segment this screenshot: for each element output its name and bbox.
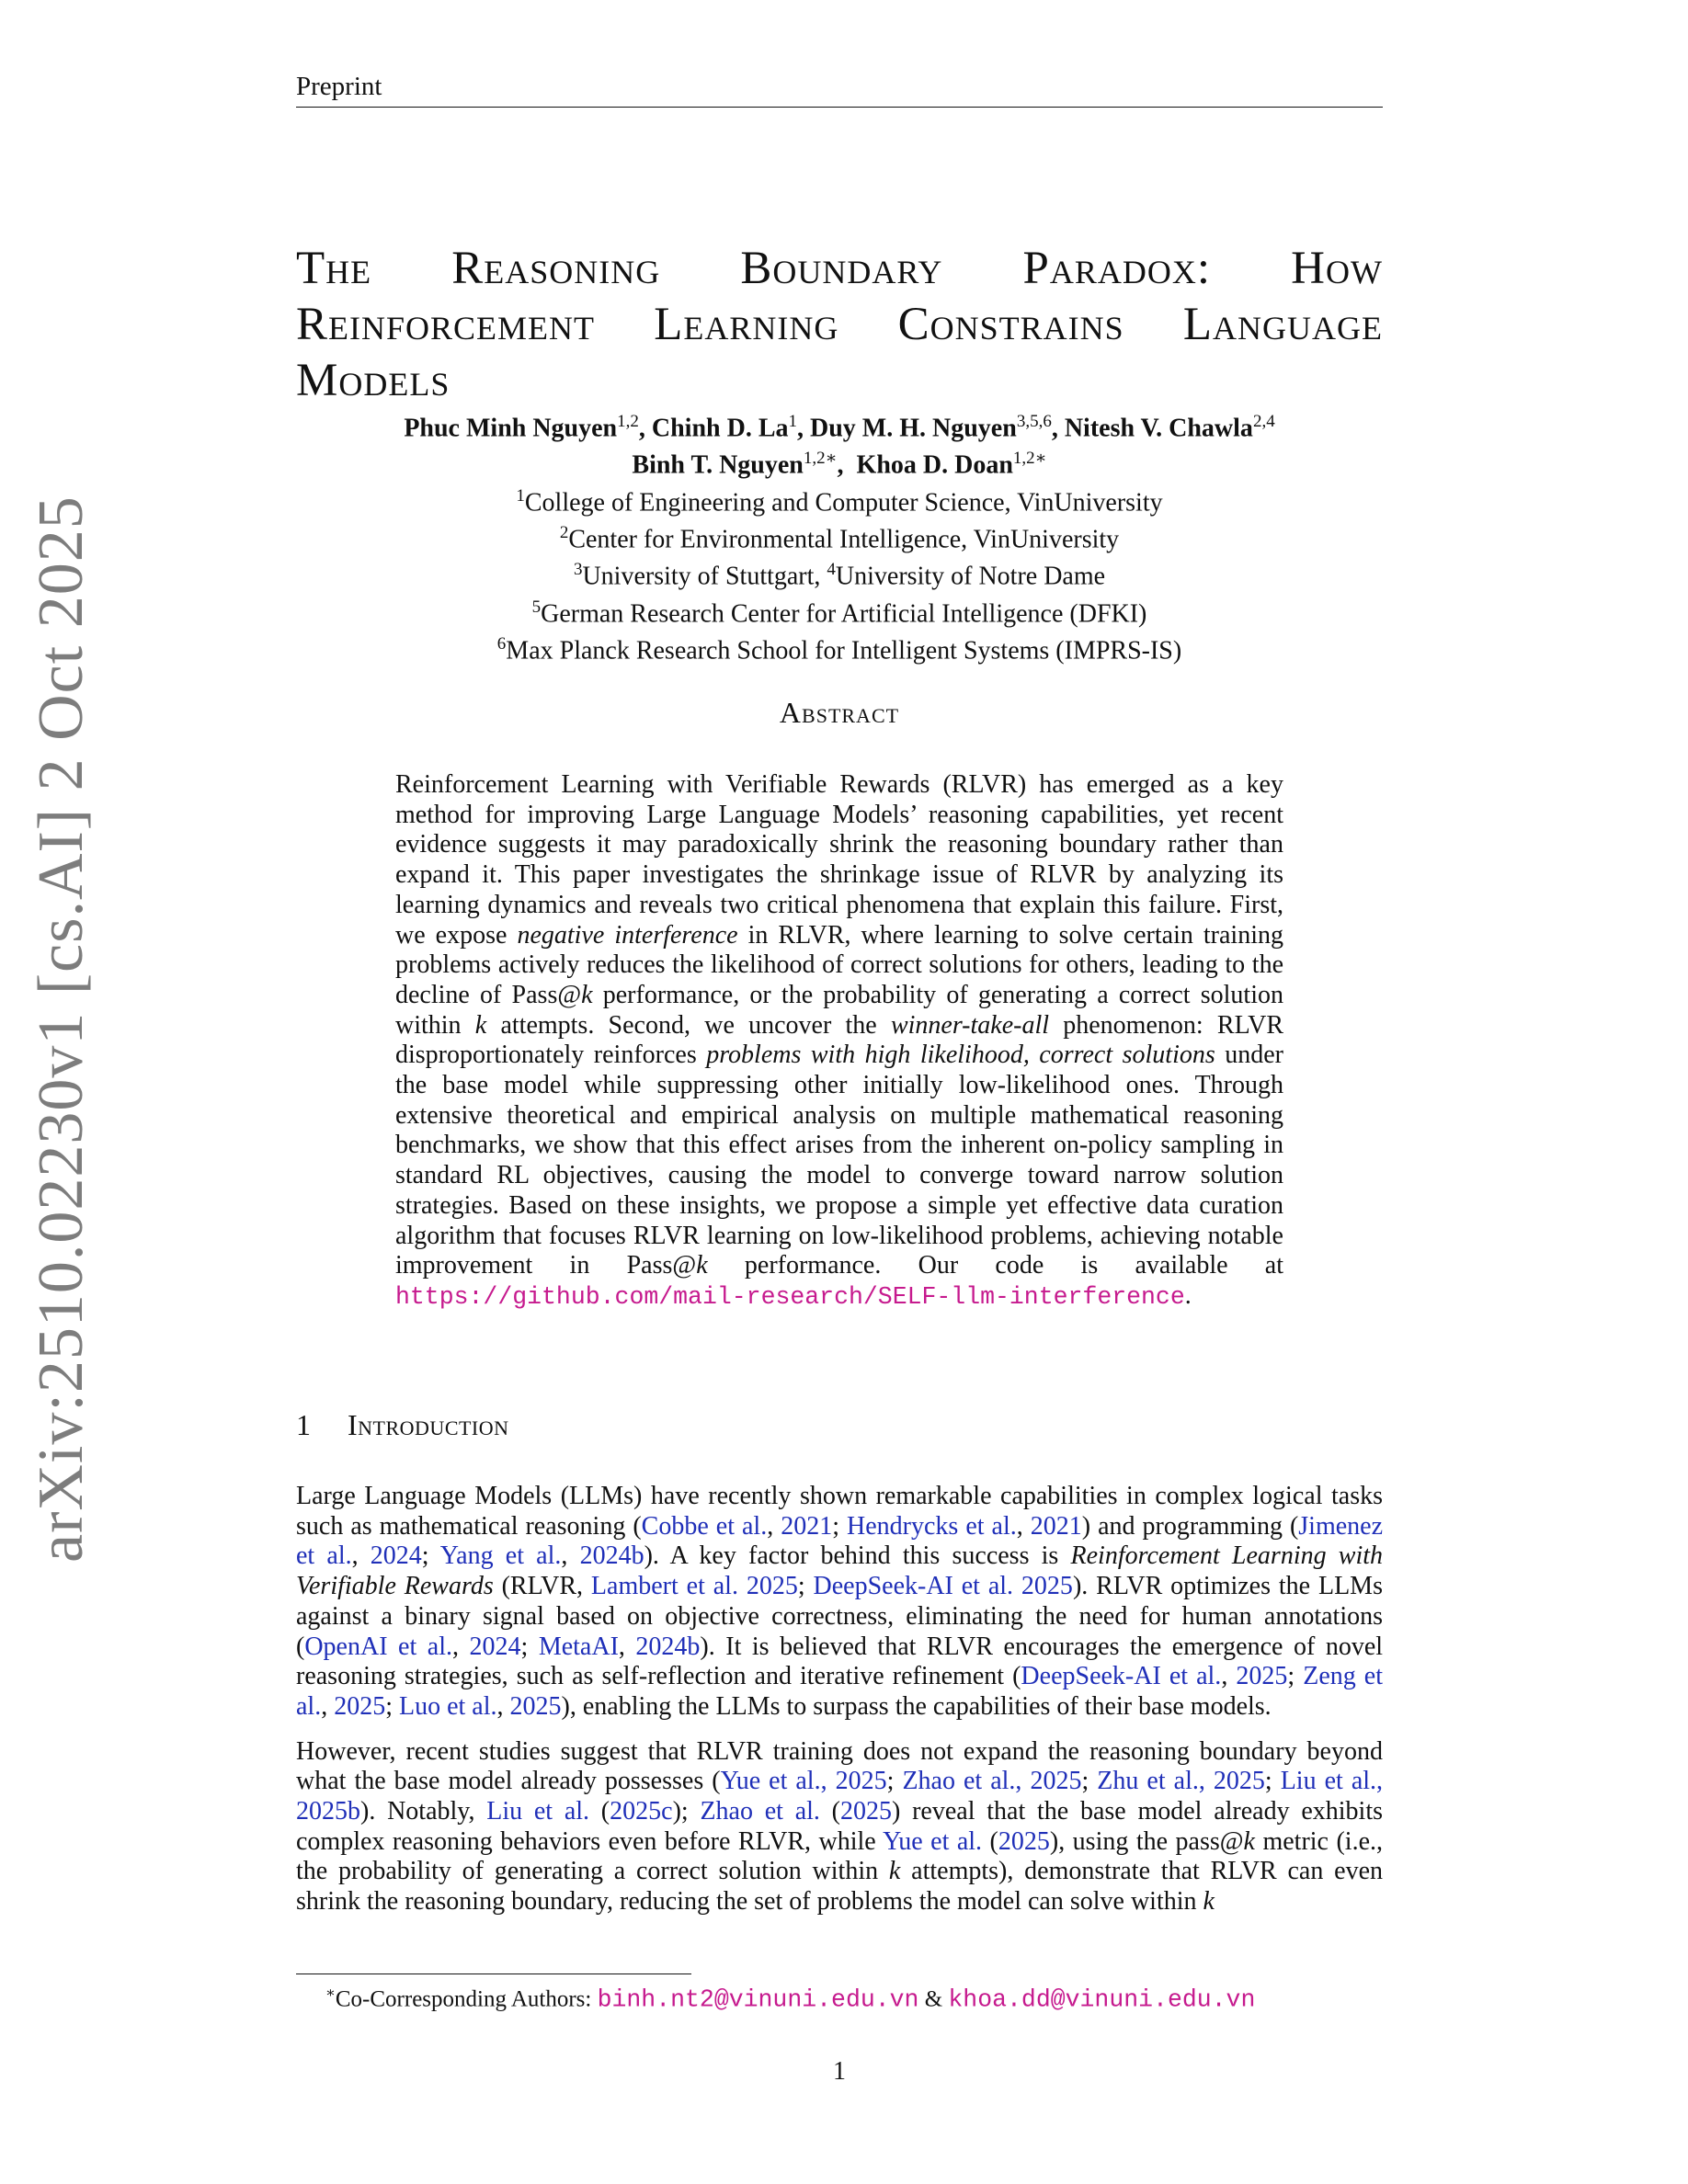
citation-link[interactable]: Zhu et al., 2025 (1097, 1767, 1265, 1796)
author-name: Nitesh V. Chawla (1064, 414, 1253, 443)
affiliation-line: $^3$University of Stuttgart, $^4$University of Notre Dame (573, 560, 1106, 591)
citation-link[interactable]: 2025c (610, 1797, 673, 1826)
code-repository-link[interactable]: https://github.com/mail-research/SELF-llm-interference (395, 1282, 1185, 1311)
citation-link[interactable]: Zhao et al., 2025 (902, 1767, 1082, 1796)
citation-link[interactable]: 2021 (1030, 1511, 1082, 1541)
citation-link[interactable]: DeepSeek-AI et al. (1021, 1662, 1222, 1691)
email-link[interactable]: binh.nt2@vinuni.edu.vn (597, 1985, 919, 2014)
author-affiliation-mark: 1,2∗ (803, 449, 838, 469)
author-name: Phuc Minh Nguyen (404, 414, 618, 443)
emphasis: negative interference (517, 920, 738, 950)
citation-link[interactable]: Hendrycks et al. (847, 1511, 1017, 1541)
citation-link[interactable]: 2021 (781, 1511, 833, 1541)
citation-link[interactable]: Yue et al., 2025 (720, 1767, 887, 1796)
section-heading-introduction (296, 1408, 1383, 1442)
math-k: k (474, 1010, 487, 1040)
citation-link[interactable]: Lambert et al. 2025 (590, 1572, 798, 1601)
math-k: k (888, 1857, 901, 1886)
citation-link[interactable]: 2025 (334, 1691, 386, 1721)
math-k: k (1243, 1826, 1255, 1856)
author-affiliation-mark: 3,5,6 (1016, 412, 1052, 431)
abstract-body: Reinforcement Learning with Verifiable Rewards (RLVR) has emerged as a key method for improving Large Language Models’ reasoning capabilities, yet recent evidence suggests it may paradoxically shrink the reasoning boundary rather than expand it. This paper investigates the shrinkage issue of RLVR by analyzing its learning dynamics and reveals two critical phenomena that explain this failure. First, we expose negative interference in RLVR, where learning to solve certain training problems actively reduces the likelihood of correct solutions for others, leading to the decline of Pass@k performance, or the probability of generating a correct solution within k attempts. Second, we uncover the winner-take-all phenomenon: RLVR disproportionately reinforces problems with high likelihood, correct solutions under the base model while suppressing other initially low-likelihood ones. Through extensive theoretical and empirical analysis on multiple mathematical reasoning benchmarks, we show that this effect arises from the inherent on-policy sampling in standard RL objectives, causing the model to converge toward narrow solution strategies. Based on these insights, we propose a simple yet effective data curation algorithm that focuses RLVR learning on low-likelihood problems, achieving notable improvement in Pass@k performance. Our code is available at https://github.com/mail-research/SELF-llm-interference. (395, 770, 1284, 1311)
section-title: Introduction (348, 1408, 509, 1441)
citation-link[interactable]: 2025 (840, 1797, 893, 1826)
citation-link[interactable]: Luo et al. (399, 1691, 497, 1721)
paper-title: The Reasoning Boundary Paradox: How Reinforcement Learning Constrains Language Models (296, 243, 1383, 407)
running-header: Preprint (296, 70, 1383, 108)
author-name: Duy M. H. Nguyen (810, 414, 1017, 443)
citation-link[interactable]: 2024b (579, 1541, 644, 1571)
citation-link[interactable]: MetaAI (538, 1632, 619, 1661)
citation-link[interactable]: Zeng et al. (296, 1662, 1384, 1721)
author-name: Khoa D. Doan (856, 450, 1013, 480)
emphasis: winner-take-all (890, 1010, 1050, 1040)
author-name: Binh T. Nguyen (632, 450, 804, 480)
citation-link[interactable]: Cobbe et al. (641, 1511, 768, 1541)
citation-link[interactable]: Jimenez et al. (296, 1511, 1384, 1571)
citation-link[interactable]: Yang et al. (439, 1541, 562, 1571)
author-affiliation-mark: 1 (788, 412, 798, 431)
citation-link[interactable]: 2024 (469, 1632, 521, 1661)
author-affiliation-mark: 1,2 (617, 412, 639, 431)
footnote-mark: ∗ (325, 1985, 336, 2001)
arxiv-identifier[interactable]: arXiv:2510.02230v1 [cs.AI] 2 Oct 2025 (26, 495, 97, 1563)
citation-link[interactable]: 2025 (1236, 1662, 1288, 1691)
page-number: 1 (833, 2057, 846, 2086)
citation-link[interactable]: DeepSeek-AI et al. 2025 (813, 1572, 1073, 1601)
emphasis: problems with high likelihood, correct solutions (706, 1041, 1215, 1070)
math-k: k (696, 1251, 708, 1280)
affiliation-line: $^1$College of Engineering and Computer Science, VinUniversity (516, 485, 1163, 517)
math-k: k (1203, 1887, 1215, 1917)
citation-link[interactable]: OpenAI et al. (304, 1632, 452, 1661)
author-name: Chinh D. La (651, 414, 789, 443)
author-block (296, 406, 1383, 665)
affiliation-line: $^2$Center for Environmental Intelligence, VinUniversity (559, 522, 1120, 554)
abstract-heading: Abstract (779, 696, 900, 729)
citation-link[interactable]: 2024b (635, 1632, 701, 1661)
math-k: k (581, 980, 593, 1009)
paragraph: However, recent studies suggest that RLVR training does not expand the reasoning boundary beyond what the base model already possesses (Yue et al., 2025; Zhao et al., 2025; Zhu et al., 2025; Liu et al., 2025b). Notably, Liu et al. (2025c); Zhao et al. (2025) reveal that the base model already exhibits complex reasoning behaviors even before RLVR, while Yue et al. (2025), using the pass@k metric (i.e., the probability of generating a correct solution within k attempts), demonstrate that RLVR can even shrink the reasoning boundary, reducing the set of problems the model can solve within k (296, 1736, 1384, 1917)
citation-link[interactable]: Liu et al., 2025b (296, 1767, 1384, 1826)
section-number: 1 (296, 1408, 312, 1441)
citation-link[interactable]: Yue et al. (883, 1826, 983, 1856)
footnote-corresponding-authors: ∗Co-Corresponding Authors: binh.nt2@vinuni.edu.vn & khoa.dd@vinuni.edu.vn (325, 1985, 1256, 2014)
paragraph: Large Language Models (LLMs) have recently shown remarkable capabilities in complex logical tasks such as mathematical reasoning (Cobbe et al., 2021; Hendrycks et al., 2021) and programming (Jimenez et al., 2024; Yang et al., 2024b). A key factor behind this success is Reinforcement Learning with Verifiable Rewards (RLVR, Lambert et al. 2025; DeepSeek-AI et al. 2025). RLVR optimizes the LLMs against a binary signal based on objective correctness, eliminating the need for human annotations (OpenAI et al., 2024; MetaAI, 2024b). It is believed that RLVR encourages the emergence of novel reasoning strategies, such as self-reflection and iterative refinement (DeepSeek-AI et al., 2025; Zeng et al., 2025; Luo et al., 2025), enabling the LLMs to surpass the capabilities of their base models. (296, 1482, 1384, 1721)
author-affiliation-mark: 2,4 (1252, 412, 1275, 431)
citation-link[interactable]: 2025 (509, 1691, 562, 1721)
affiliation-line: $^5$German Research Center for Artificial Intelligence (DFKI) (531, 597, 1147, 628)
emphasis: Reinforcement Learning with Verifiable Rewards (296, 1541, 1384, 1601)
citation-link[interactable]: Zhao et al. (700, 1797, 820, 1826)
citation-link[interactable]: 2024 (370, 1541, 422, 1571)
author-affiliation-mark: 1,2∗ (1012, 449, 1047, 469)
email-link[interactable]: khoa.dd@vinuni.edu.vn (948, 1985, 1256, 2014)
citation-link[interactable]: 2025 (998, 1826, 1050, 1856)
citation-link[interactable]: Liu et al. (486, 1797, 590, 1826)
affiliation-line: $^6$Max Planck Research School for Intelligent Systems (IMPRS-IS) (496, 633, 1182, 665)
introduction-body (296, 1482, 1383, 1932)
author-names: Phuc Minh Nguyen$^{1,2}$, Chinh D. La$^1$, Duy M. H. Nguyen$^{3,5,6}$, Nitesh V. Chawla$^{2,4}$ Binh T. Nguyen$^{1,2∗}$, Khoa D. Doan$^{1,2∗}$ (404, 412, 1275, 480)
